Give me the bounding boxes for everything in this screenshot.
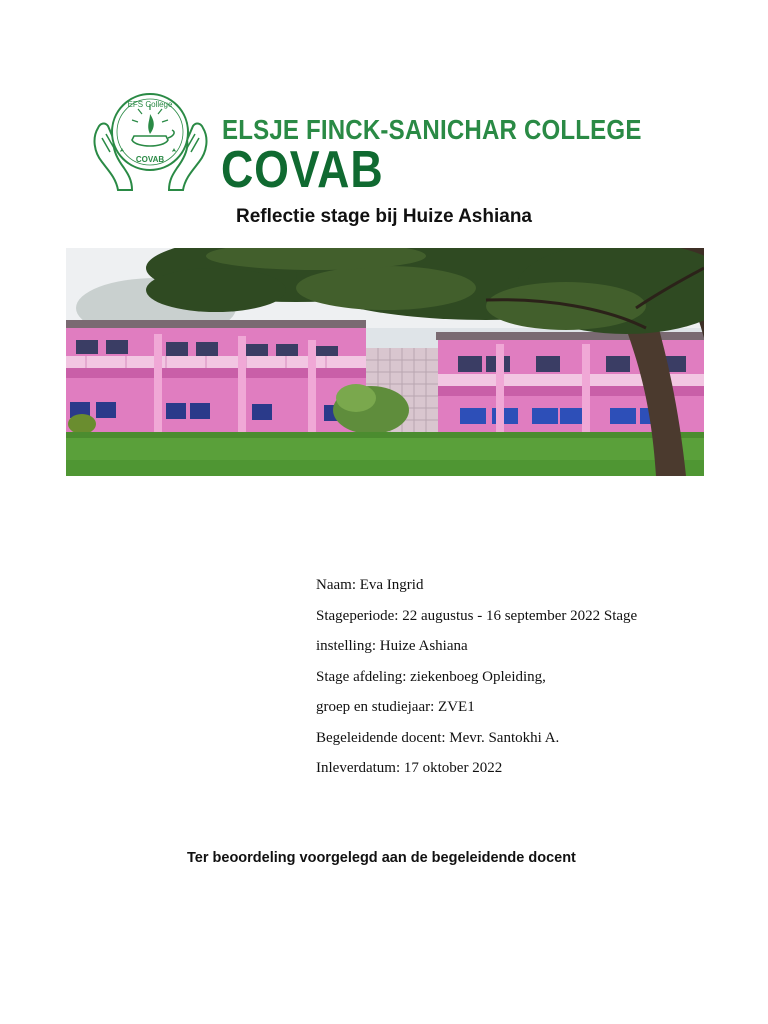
submission-note: Ter beoordeling voorgelegd aan de begeleidende docent: [187, 850, 576, 866]
college-logo: [88, 90, 642, 199]
student-info: [316, 574, 637, 788]
emblem-bottom-text: COVAB: [135, 155, 165, 164]
info-line-department: Stage afdeling: ziekenboeg Opleiding,: [316, 668, 546, 685]
info-line-due-date: Inleverdatum: 17 oktober 2022: [316, 760, 503, 776]
info-line-period: Stageperiode: 22 augustus - 16 september 2022 Stage: [316, 607, 638, 624]
building-photo: [66, 248, 704, 476]
info-line-institution: instelling: Huize Ashiana: [316, 638, 468, 654]
document-title: Reflectie stage bij Huize Ashiana: [236, 206, 532, 227]
info-line-supervisor: Begeleidende docent: Mevr. Santokhi A.: [316, 729, 560, 746]
info-line-group: groep en studiejaar: ZVE1: [316, 699, 475, 715]
college-acronym: COVAB: [221, 141, 384, 199]
emblem-top-text: EFS College: [127, 100, 173, 109]
info-line-name: Naam: Eva Ingrid: [316, 577, 424, 593]
college-name: ELSJE FINCK-SANICHAR COLLEGE: [222, 114, 642, 145]
covab-emblem-icon: [88, 90, 213, 195]
